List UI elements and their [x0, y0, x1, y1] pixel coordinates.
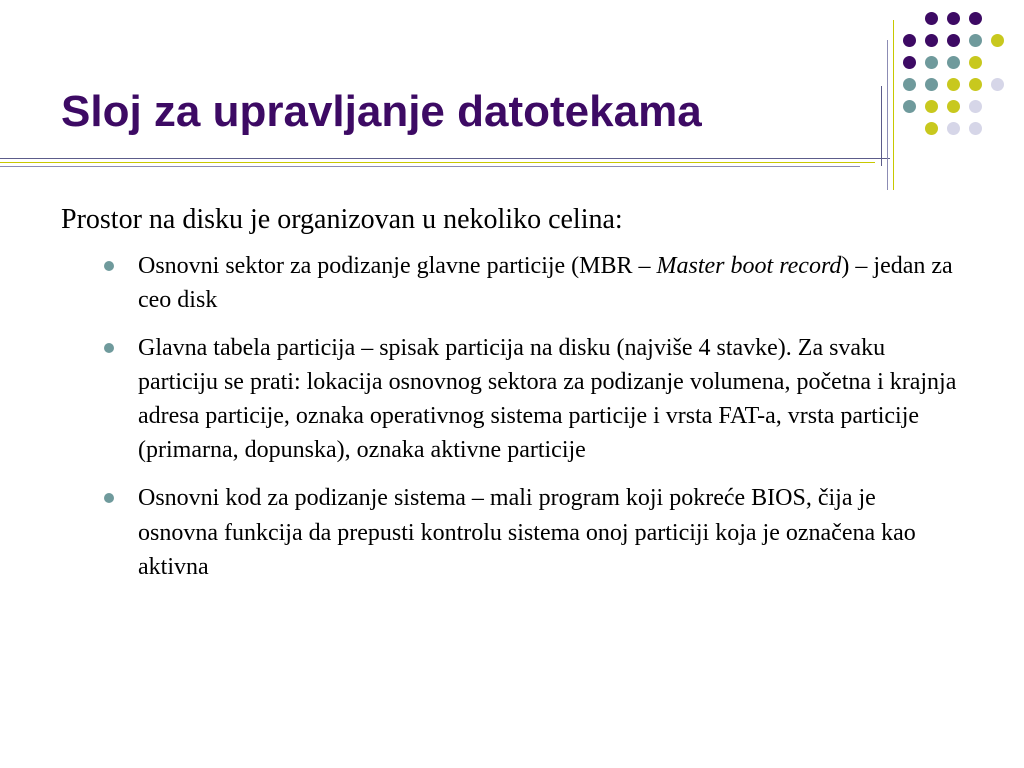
bullet-text-part: Osnovni sektor za podizanje glavne particije (MBR –	[138, 253, 657, 279]
decorative-dot	[969, 56, 982, 69]
decorative-dot	[969, 122, 982, 135]
decorative-dot	[903, 56, 916, 69]
decorative-dot	[903, 34, 916, 47]
decorative-vertical-line	[881, 86, 882, 166]
decorative-dot	[925, 34, 938, 47]
bullet-item	[61, 481, 961, 583]
decorative-dot	[925, 122, 938, 135]
bullet-item	[61, 331, 961, 467]
decorative-dot	[925, 78, 938, 91]
bullet-list	[61, 249, 961, 584]
decorative-dot	[947, 78, 960, 91]
bullet-text-part: Glavna tabela particija – spisak particija na disku (najviše 4 stavke). Za svaku particiju se prati: lokacija osnovnog sektora za podizanje volumena, početna i krajnja adresa particije, oznaka operativnog sistema particije i vrsta FAT-a, vrsta particije (primarna, dopunska), oznaka aktivne particije	[138, 335, 957, 464]
decorative-dot	[991, 78, 1004, 91]
decorative-dot	[947, 100, 960, 113]
slide-title: Sloj za upravljanje datotekama	[61, 87, 702, 136]
decorative-dot	[903, 78, 916, 91]
title-underline	[0, 166, 860, 167]
decorative-vertical-line	[887, 40, 888, 190]
decorative-dot	[925, 12, 938, 25]
bullet-text-part: Osnovni kod za podizanje sistema – mali program koji pokreće BIOS, čija je osnovna funkcija da prepusti kontrolu sistema onoj particiji koja je označena kao aktivna	[138, 485, 916, 580]
decorative-dot	[925, 100, 938, 113]
decorative-dot	[947, 12, 960, 25]
decorative-dot	[991, 34, 1004, 47]
title-underline	[0, 158, 890, 159]
decorative-dot	[969, 34, 982, 47]
decorative-dot	[903, 100, 916, 113]
bullet-dot-icon	[104, 261, 114, 271]
bullet-item	[61, 249, 961, 317]
slide-body	[61, 202, 961, 598]
bullet-text	[138, 249, 961, 317]
intro-text: Prostor na disku je organizovan u nekoliko celina:	[61, 204, 623, 235]
decorative-dot	[925, 56, 938, 69]
decorative-dot	[947, 34, 960, 47]
decorative-dot	[947, 122, 960, 135]
bullet-text-italic: Master boot record	[656, 253, 842, 279]
bullet-dot-icon	[104, 343, 114, 353]
decorative-dot	[969, 78, 982, 91]
bullet-text-part: ) – jedan za ceo disk	[138, 253, 953, 314]
decorative-dot	[947, 56, 960, 69]
decorative-vertical-line	[893, 20, 894, 190]
bullet-dot-icon	[104, 493, 114, 503]
bullet-text	[138, 481, 961, 583]
title-underline	[0, 162, 875, 163]
decorative-dot	[969, 100, 982, 113]
decorative-dot	[969, 12, 982, 25]
bullet-text	[138, 331, 961, 467]
